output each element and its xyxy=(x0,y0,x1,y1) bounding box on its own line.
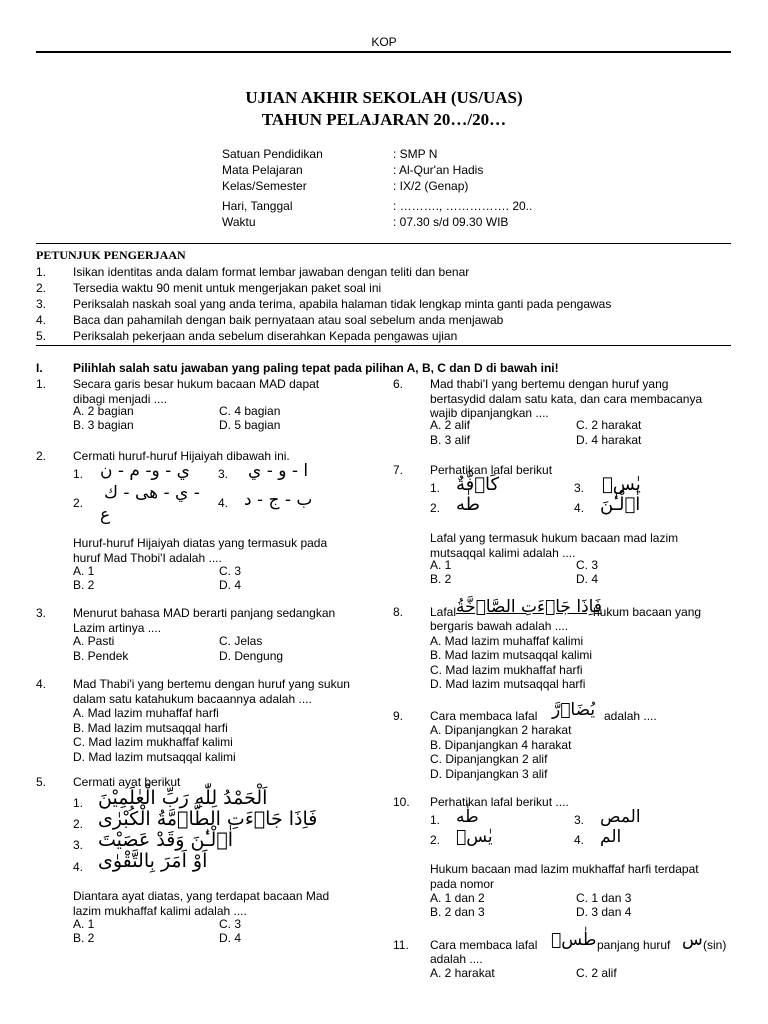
question-text: hukum bacaan yang xyxy=(593,605,702,619)
option-d[interactable]: D. 4 xyxy=(219,931,242,945)
question-text: Lafal yang termasuk hukum bacaan mad lazim xyxy=(430,531,679,545)
identity-label: Satuan Pendidikan xyxy=(222,147,323,161)
option-c[interactable]: C. 2 harakat xyxy=(576,418,642,432)
question-text: bergaris bawah adalah .... xyxy=(430,619,569,633)
question-text: lazim mukhaffaf kalimi adalah .... xyxy=(73,903,247,918)
arabic-word: كَاۤفَّةٌ xyxy=(456,474,500,495)
arabic-word: الم xyxy=(600,827,622,847)
arabic-option-number: 2. xyxy=(430,501,441,515)
instruction-item xyxy=(36,312,736,328)
option-b[interactable]: B. 3 alif xyxy=(430,433,471,447)
arabic-option-number: 4. xyxy=(73,860,84,874)
section-instruction: Pilihlah salah satu jawaban yang paling tepat pada pilihan A, B, C dan D di bawah ini! xyxy=(73,361,559,375)
question-text: adalah .... xyxy=(604,709,657,723)
option-a[interactable]: A. 2 harakat xyxy=(430,966,495,980)
option-c[interactable]: C. Mad lazim mukhaffaf kalimi xyxy=(73,735,233,749)
arabic-option-number: 1. xyxy=(430,813,441,827)
question-text: Perhatikan lafal berikut .... xyxy=(430,795,569,809)
arabic-letters: ع xyxy=(100,505,111,525)
arabic-option-number: 3. xyxy=(574,813,585,827)
arabic-option-number: 3. xyxy=(73,838,84,852)
identity-value: : SMP N xyxy=(393,147,438,161)
question-text: dalam satu katahukum bacaannya adalah .... xyxy=(73,691,312,706)
instruction-number: 3. xyxy=(36,297,47,311)
question-number: 8. xyxy=(393,605,404,619)
arabic-word: اٰۤلْـٰٔنَ xyxy=(600,494,641,515)
instruction-text: Periksalah naskah soal yang anda terima, apabila halaman tidak lengkap minta ganti pada pengawas xyxy=(73,297,612,311)
arabic-letters: - ي - هى - ك xyxy=(104,483,200,503)
arabic-word: المص xyxy=(600,807,641,827)
option-c[interactable]: C. Jelas xyxy=(219,634,263,648)
question-text: Cara membaca lafal xyxy=(430,938,538,952)
question-9-body xyxy=(430,723,571,781)
arabic-letters: ب - ج - د xyxy=(244,490,313,510)
question-number: 4. xyxy=(36,677,47,691)
question-text: Hukum bacaan mad lazim mukhaffaf harfi terdapat xyxy=(430,862,699,876)
question-text: Lafal xyxy=(430,605,457,619)
question-text: Cara membaca lafal xyxy=(430,709,538,723)
question-text: Mad Thabi'i yang bertemu dengan huruf yang sukun xyxy=(73,677,350,691)
option-a[interactable]: A. Pasti xyxy=(73,634,115,648)
instruction-item xyxy=(36,280,736,296)
arabic-word: طٰه xyxy=(456,494,480,515)
instruction-text: Isikan identitas anda dalam format lembar jawaban dengan teliti dan benar xyxy=(73,265,470,279)
question-number: 9. xyxy=(393,709,404,723)
identity-label: Kelas/Semester xyxy=(222,179,307,193)
identity-value: : 07.30 s/d 09.30 WIB xyxy=(393,215,509,229)
option-d[interactable]: D. 3 dan 4 xyxy=(576,905,632,919)
question-text: wajib dipanjangkan .... xyxy=(430,406,549,420)
option-b[interactable]: B. Pendek xyxy=(73,649,129,663)
question-text: huruf Mad Thobi'I adalah .... xyxy=(73,550,222,565)
identity-values xyxy=(393,146,532,230)
exam-year: TAHUN PELAJARAN 20…/20… xyxy=(261,110,507,129)
option-a[interactable]: A. 2 bagian xyxy=(73,404,134,418)
question-text: Huruf-huruf Hijaiyah diatas yang termasuk pada xyxy=(73,536,328,550)
arabic-letters: ي - و- م - ن xyxy=(100,461,190,481)
question-number: 10. xyxy=(393,795,410,809)
identity-label: Mata Pelajaran xyxy=(222,163,303,177)
arabic-word: يُضَاۤرَّ xyxy=(552,700,596,720)
identity-label: Waktu xyxy=(222,215,256,229)
arabic-option-number: 3. xyxy=(218,467,229,481)
identity-divider xyxy=(36,243,731,244)
header-divider xyxy=(36,51,731,53)
arabic-letters: ا - و - ي xyxy=(248,461,309,481)
question-text: dibagi menjadi .... xyxy=(73,391,168,406)
option-a[interactable]: A. Dipanjangkan 2 harakat xyxy=(430,723,572,737)
option-b[interactable]: B. 2 xyxy=(73,931,95,945)
arabic-option-number: 1. xyxy=(73,796,84,810)
option-d[interactable]: D. 4 xyxy=(219,578,242,592)
instruction-text: Periksalah pekerjaan anda sebelum diserahkan Kepada pengawas ujian xyxy=(73,329,458,343)
option-b[interactable]: B. 3 bagian xyxy=(73,418,134,432)
instruction-item xyxy=(36,296,736,312)
question-3 xyxy=(73,606,335,635)
arabic-option-number: 2. xyxy=(430,833,441,847)
question-number: 7. xyxy=(393,463,404,477)
arabic-letter: س xyxy=(682,930,703,950)
kop-label: KOP xyxy=(371,35,397,49)
instructions-divider xyxy=(36,345,731,346)
arabic-word: طٰه xyxy=(456,807,479,827)
option-b[interactable]: B. Mad lazim mutsaqqal harfi xyxy=(73,720,228,735)
option-c[interactable]: C. 4 bagian xyxy=(219,404,281,418)
option-a[interactable]: A. 1 xyxy=(430,558,452,572)
instruction-item xyxy=(36,264,736,280)
option-a[interactable]: A. 1 xyxy=(73,917,95,931)
identity-value: : IX/2 (Genap) xyxy=(393,179,469,193)
question-8-body xyxy=(430,619,592,692)
arabic-option-number: 3. xyxy=(574,481,585,495)
arabic-option-number: 2. xyxy=(73,817,84,831)
question-text: Secara garis besar hukum bacaan MAD dapat xyxy=(73,377,320,391)
instruction-item xyxy=(36,328,736,344)
identity-value: : Al-Qur'an Hadis xyxy=(393,163,484,177)
option-b[interactable]: B. Dipanjangkan 4 harakat xyxy=(430,737,572,752)
option-b[interactable]: B. 2 xyxy=(430,572,452,586)
option-c[interactable]: C. 3 xyxy=(219,564,242,578)
arabic-verse: اٰۤلْـٰٔنَ وَقَدْ عَصَيْتَ xyxy=(98,829,234,851)
question-number: 11. xyxy=(393,938,409,952)
instruction-number: 1. xyxy=(36,265,47,279)
option-d[interactable]: D. Mad lazim mutsaqqal kalimi xyxy=(73,749,236,764)
question-number: 6. xyxy=(393,377,404,391)
identity-labels xyxy=(222,146,323,230)
question-text: (sin) xyxy=(703,938,727,952)
question-text: panjang huruf xyxy=(597,938,671,952)
instruction-number: 4. xyxy=(36,313,47,327)
option-a[interactable]: A. 2 alif xyxy=(430,418,471,432)
question-text: adalah .... xyxy=(430,952,483,966)
question-text: Mad thabi'I yang bertemu dengan huruf yang xyxy=(430,377,669,391)
option-c[interactable]: C. Mad lazim mukhaffaf harfi xyxy=(430,662,583,677)
question-2-body xyxy=(73,536,327,565)
option-b[interactable]: B. 2 dan 3 xyxy=(430,905,485,919)
arabic-verse: فَاِذَا جَاۤءَتِ الطَّاۤمَّةُ الْكُبْرٰى xyxy=(98,808,318,830)
question-number: 5. xyxy=(36,775,47,789)
instruction-text: Baca dan pahamilah dengan baik pernyataan atau soal sebelum anda menjawab xyxy=(73,313,504,327)
option-d[interactable]: D. 4 xyxy=(576,572,599,586)
option-d[interactable]: D. 5 bagian xyxy=(219,418,281,432)
option-b[interactable]: B. 2 xyxy=(73,578,95,592)
question-7-body xyxy=(430,531,678,560)
question-number: 3. xyxy=(36,606,47,620)
option-c[interactable]: C. 3 xyxy=(219,917,242,931)
question-text: Cermati ayat berikut xyxy=(73,775,181,789)
option-a[interactable]: A. Mad lazim muhaffaf kalimi xyxy=(430,633,584,648)
exam-title: UJIAN AKHIR SEKOLAH (US/UAS) xyxy=(245,88,523,107)
arabic-option-number: 4. xyxy=(574,501,585,515)
arabic-word: يٰسۤ xyxy=(602,474,641,495)
arabic-word: يٰسۤ xyxy=(456,827,493,847)
question-text: Perhatikan lafal berikut xyxy=(430,463,553,477)
option-d[interactable]: D. 4 harakat xyxy=(576,433,642,447)
question-text: Diantara ayat diatas, yang terdapat bacaan Mad xyxy=(73,889,330,903)
question-10-body xyxy=(430,862,699,891)
question-number: 1. xyxy=(36,377,47,391)
arabic-option-number: 1. xyxy=(430,481,441,495)
arabic-verse: فَاِذَا جَاۤءَتِ الصَّاۤخَّةُ xyxy=(456,597,602,617)
arabic-option-number: 2. xyxy=(73,496,84,510)
question-text: bertasydid dalam satu kata, dan cara membacanya xyxy=(430,391,703,406)
option-c[interactable]: C. 2 alif xyxy=(576,966,617,980)
question-number: 2. xyxy=(36,449,47,463)
arabic-verse: اَلْحَمْدُ لِلّٰهِ رَبِّ الْعٰلَمِيْنَ xyxy=(98,787,268,809)
question-1 xyxy=(73,377,319,406)
option-a[interactable]: A. Mad lazim muhaffaf harfi xyxy=(73,706,219,720)
question-5-body xyxy=(73,889,329,918)
identity-label: Hari, Tanggal xyxy=(222,199,293,213)
option-d[interactable]: D. Mad lazim mutsaqqal harfi xyxy=(430,677,586,691)
option-a[interactable]: A. 1 dan 2 xyxy=(430,891,485,905)
arabic-option-number: 4. xyxy=(574,833,585,847)
instruction-text: Tersedia waktu 90 menit untuk mengerjakan paket soal ini xyxy=(73,281,382,295)
question-text: Lazim artinya .... xyxy=(73,620,162,635)
arabic-option-number: 4. xyxy=(218,496,229,510)
section-number: I. xyxy=(36,361,43,375)
option-d[interactable]: D. Dipanjangkan 3 alif xyxy=(430,766,548,781)
option-a[interactable]: A. 1 xyxy=(73,564,95,578)
instructions-heading: PETUNJUK PENGERJAAN xyxy=(36,248,186,262)
option-c[interactable]: C. 3 xyxy=(576,558,599,572)
question-4 xyxy=(73,677,350,764)
question-text: Menurut bahasa MAD berarti panjang sedangkan xyxy=(73,606,336,620)
arabic-option-number: 1. xyxy=(73,467,84,481)
identity-value: : ………., ……………. 20.. xyxy=(393,199,533,213)
arabic-verse: اَوْ اَمَرَ بِالتَّقْوٰى xyxy=(98,850,208,872)
question-text: pada nomor xyxy=(430,876,495,891)
instruction-number: 2. xyxy=(36,281,47,295)
option-c[interactable]: C. 1 dan 3 xyxy=(576,891,632,905)
instruction-number: 5. xyxy=(36,329,47,343)
option-d[interactable]: D. Dengung xyxy=(219,649,284,663)
instructions-list xyxy=(36,264,736,344)
question-text: Cermati huruf-huruf Hijaiyah dibawah ini. xyxy=(73,449,290,463)
option-c[interactable]: C. Dipanjangkan 2 alif xyxy=(430,752,548,766)
question-text: mutsaqqal kalimi adalah .... xyxy=(430,545,576,560)
arabic-word: طٰسۤ xyxy=(551,930,597,950)
option-b[interactable]: B. Mad lazim mutsaqqal kalimi xyxy=(430,648,593,662)
question-6 xyxy=(430,377,702,421)
